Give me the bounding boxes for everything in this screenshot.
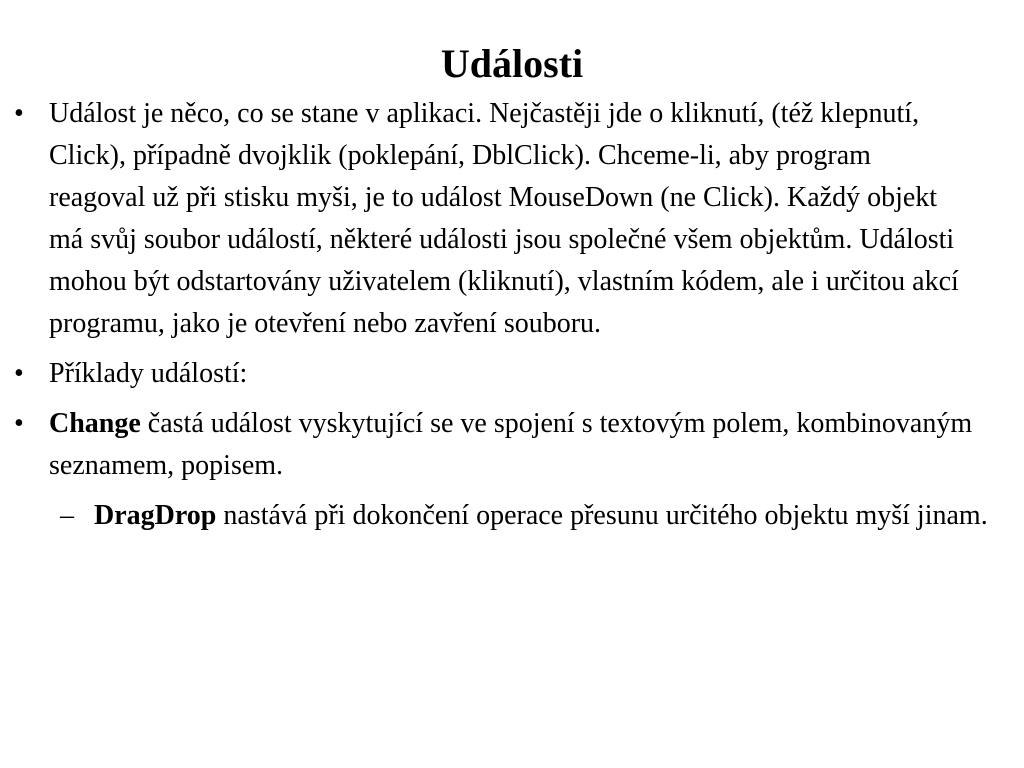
slide-title: Události [440, 41, 584, 86]
sub-bullet-keyword: DragDrop [94, 500, 217, 531]
sub-bullet-item-dragdrop [0, 495, 1024, 537]
bullet-marker: • [14, 358, 24, 389]
bullet-item-change [0, 403, 1024, 487]
bullet-marker: • [14, 408, 24, 439]
sub-bullet-text: nastává při dokončení operace přesunu určitého objektu myší jinam. [216, 500, 988, 531]
bullet-text: častá událost vyskytující se ve spojení s textovým polem, kombinovaným seznamem, popisem. [49, 408, 973, 481]
sub-bullet-marker: – [60, 500, 74, 531]
bullet-keyword: Change [49, 408, 141, 439]
bullet-item-event-definition [0, 93, 1024, 345]
bullet-text: Událost je něco, co se stane v aplikaci. Nejčastěji jde o kliknutí, (též klepnutí, Click), případně dvojklik (poklepání, DblClick). Chceme-li, aby program reagoval už při stisku myši, je to událost MouseDown (ne Click). Každý objekt má svůj soubor událostí, některé události jsou společné všem objektům. Události mohou být odstartovány uživatelem (kliknutí), vlastním kódem, ale i určitou akcí programu, jako je otevření nebo zavření souboru. [49, 98, 959, 339]
bullet-text: Příklady událostí: [49, 358, 248, 389]
slide-content [0, 93, 1024, 537]
bullet-marker: • [14, 98, 24, 129]
bullet-item-examples [0, 353, 1024, 395]
